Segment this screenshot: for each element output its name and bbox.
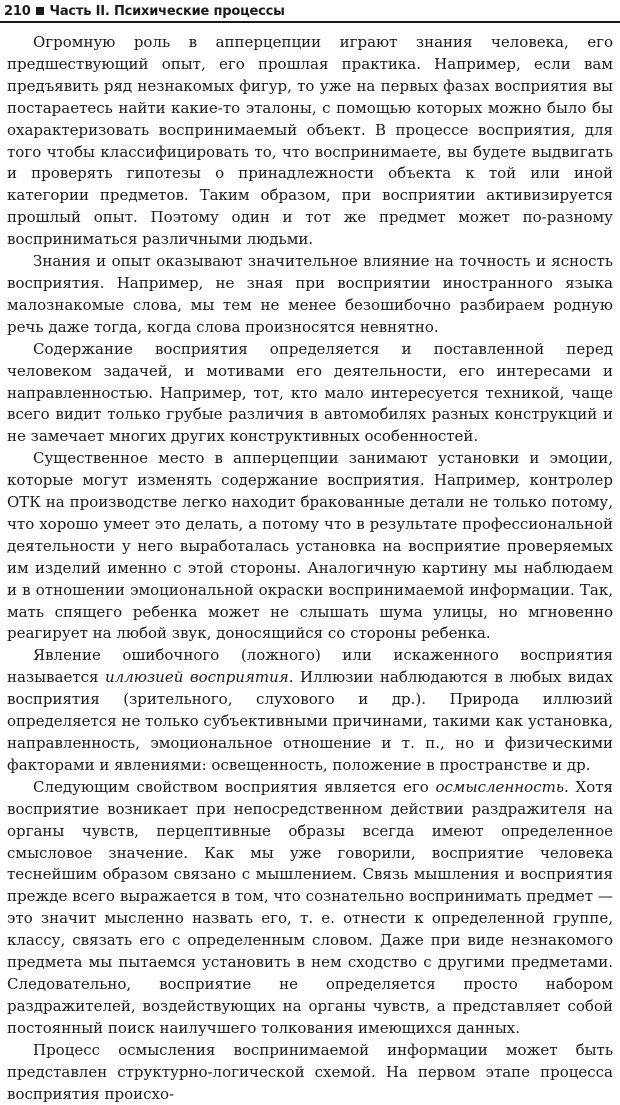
paragraph-meaningfulness-after: . Хотя восприятие возникает при непосредственном действии раздражителя на органы чувств, перцептивные образы всегда имеют определенное смысловое значение. Как мы уже говорили, восприятие человека теснейшим образом связано с мышлением. Связь мышления и восприятия прежде всего выражается в том, что сознательно воспринимать предмет — это значит мысленно назвать его, т. е. отнести к определенной группе, классу, связать его с определенным словом. Даже при виде незнакомого предмета мы пытаемся установить в нем сходство с другими предметами. Следовательно, восприятие не определяется просто набором раздражителей, воздействующих на органы чувств, а представляет собой постоянный поиск наилучшего толкования имеющихся данных.: [7, 777, 613, 1037]
paragraph-illusion-before: Явление ошибочного (ложного) или искаженного восприятия называется: [7, 646, 613, 687]
running-header: [4, 0, 285, 22]
paragraph-illusion: [7, 645, 613, 776]
paragraph-attitudes-emotions: Существенное место в апперцепции занимают установки и эмоции, которые могут изменять содержание восприятия. Например, контролер ОТК на производстве легко находит бракованные детали не только потому, что хорошо умеет это делать, а потому что в результате профессиональной деятельности у него выработалась установка на восприятие проверяемых им изделий именно с этой стороны. Аналогичную картину мы наблюдаем и в отношении эмоциональной окраски воспринимаемой информации. Так, мать спящего ребенка может не слышать шума улицы, но мгновенно реагирует на любой звук, доносящийся со стороны ребенка.: [7, 449, 613, 643]
square-bullet-icon: [36, 7, 44, 15]
paragraph-comprehension-process: Процесс осмысления воспринимаемой информации может быть представлен структурно-логической схемой. На первом этапе процесса восприятия происхо-: [7, 1040, 613, 1103]
section-title: Часть II. Психические процессы: [49, 3, 285, 19]
header-rule: [0, 21, 620, 23]
page-number: 210: [4, 3, 31, 19]
term-illusion-of-perception: иллюзией восприятия: [105, 668, 289, 687]
paragraph-meaningfulness: [7, 777, 613, 1040]
paragraph-knowledge-experience: Знания и опыт оказывают значительное влияние на точность и ясность восприятия. Например, не зная при восприятии иностранного языка малознакомые слова, мы тем не менее безошибочно разбираем родную речь даже тогда, когда слова произносятся невнятно.: [7, 252, 613, 336]
term-meaningfulness: осмысленность: [435, 777, 564, 796]
paragraph-illusion-after: . Иллюзии наблюдаются в любых видах восприятия (зрительного, слухового и др.). Природа иллюзий определяется не только субъективными причинами, такими как установка, направленность, эмоциональное отношение и т. п., но и физическими факторами и явлениями: освещенность, положение в пространстве и др.: [7, 668, 614, 774]
body-text: [7, 32, 613, 1105]
paragraph-perception-content: Содержание восприятия определяется и поставленной перед человеком задачей, и мотивами его деятельности, его интересами и направленностью. Например, тот, кто мало интересуется техникой, чаще всего видит только грубые различия в автомобилях разных конструкций и не замечает многих других конструктивных особенностей.: [7, 339, 613, 446]
paragraph-apperception-knowledge: Огромную роль в апперцепции играют знания человека, его предшествующий опыт, его прошлая практика. Например, если вам предъявить ряд незнакомых фигур, то уже на первых фазах восприятия вы постараетесь найти какие-то эталоны, с помощью которых можно было бы охарактеризовать воспринимаемый объект. В процессе восприятия, для того чтобы классифицировать то, что воспринимаете, вы будете выдвигать и проверять гипотезы о принадлежности объекта к той или иной категории предметов. Таким образом, при восприятии активизируется прошлый опыт. Поэтому один и тот же предмет может по-разному восприниматься различными людьми.: [7, 33, 613, 249]
paragraph-meaningfulness-before: Следующим свойством восприятия является его: [33, 777, 436, 796]
